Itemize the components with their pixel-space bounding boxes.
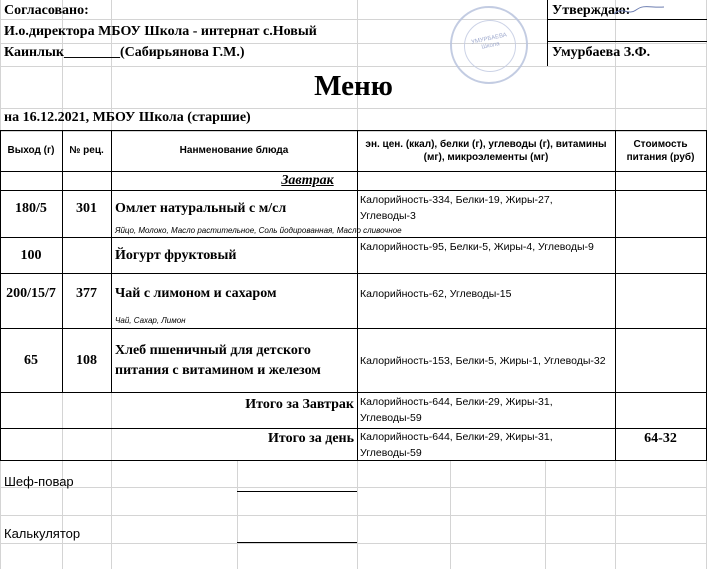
total-breakfast-nutrition: Калорийность-644, Белки-29, Жиры-31, Углеводы-59 [360, 396, 553, 424]
row-output: 65 [24, 352, 38, 368]
row-dish-name: Чай с лимоном и сахаром [115, 286, 277, 301]
total-breakfast-label: Итого за Завтрак [245, 397, 354, 412]
row-nutrition: Калорийность-62, Углеводы-15 [360, 288, 512, 300]
col-recipe: № рец. [69, 145, 104, 157]
chef-label: Шеф-повар [4, 474, 74, 489]
director-line: И.о.директора МБОУ Школа - интернат с.Новый [4, 24, 317, 39]
total-day-label: Итого за день [268, 431, 354, 446]
col-output: Выход (г) [7, 145, 55, 157]
calculator-label: Калькулятор [4, 526, 81, 541]
row-output: 180/5 [15, 200, 47, 216]
col-nutrition: эн. цен. (ккал), белки (г), углеводы (г), витамины (мг), микроэлементы (мг) [365, 138, 607, 163]
row-dish-name: Йогурт фруктовый [115, 247, 237, 263]
page-title: Меню [314, 70, 393, 102]
menu-date: на 16.12.2021, МБОУ Школа (старшие) [4, 110, 251, 125]
signature [610, 2, 670, 18]
approved-label: Согласовано: [4, 3, 89, 18]
calculator-signature-line [237, 542, 357, 543]
row-ingredients: Яйцо, Молоко, Масло растительное, Соль йодированная, Масло сливочное [115, 226, 402, 235]
row-recipe: 377 [76, 286, 97, 301]
total-day-nutrition: Калорийность-644, Белки-29, Жиры-31, Углеводы-59 [360, 431, 553, 459]
approver-name: Умурбаева З.Ф. [552, 45, 651, 60]
row-nutrition: Калорийность-153, Белки-5, Жиры-1, Углеводы-32 [360, 354, 606, 367]
row-nutrition: Калорийность-95, Белки-5, Жиры-4, Углеводы-9 [360, 241, 594, 253]
col-cost: Стоимость питания (руб) [626, 138, 695, 163]
col-name: Нанменование блюда [179, 145, 289, 157]
approve-label: Утверждаю: [552, 3, 631, 18]
chef-signature-line [237, 491, 357, 492]
row-recipe: 108 [76, 352, 97, 368]
director-name-line: Каинлык________(Сабирьянова Г.М.) [4, 45, 245, 60]
row-dish-name: Хлеб пшеничный для детского питания с витамином и железом [115, 342, 321, 378]
row-dish-name: Омлет натуральный с м/сл [115, 200, 287, 216]
row-nutrition: Калорийность-334, Белки-19, Жиры-27, Углеводы-3 [360, 194, 553, 222]
total-day-cost: 64-32 [644, 431, 677, 446]
section-title: Завтрак [281, 173, 334, 188]
stamp-seal: УМУРБАЕВА Школа [450, 6, 528, 84]
row-ingredients: Чай, Сахар, Лимон [115, 316, 186, 325]
row-output: 200/15/7 [6, 286, 56, 301]
row-recipe [62, 238, 111, 273]
row-recipe: 301 [76, 200, 97, 216]
row-output: 100 [20, 247, 42, 263]
